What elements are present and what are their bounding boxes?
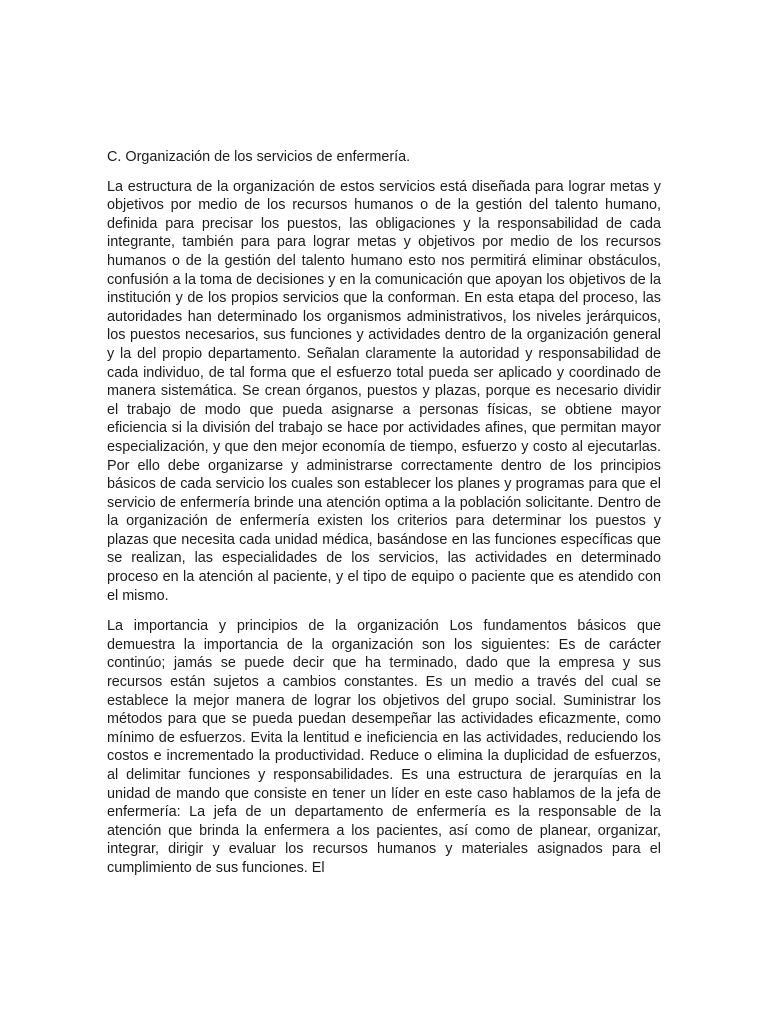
paragraph-organizacion: La estructura de la organización de estos servicios está diseñada para lograr metas y objetivos por medio de los recursos humanos o de la gestión del talento humano, definida para precisar los puestos, las obligaciones y la responsabilidad de cada integrante, también para para lograr metas y objetivos por medio de los recursos humanos o de la gestión del talento humano esto nos permitirá eliminar obstáculos, confusión a la toma de decisiones y en la comunicación que apoyan los objetivos de la institución y de los propios servicios que la conforman. En esta etapa del proceso, las autoridades han determinado los organismos administrativos, los niveles jerárquicos, los puestos necesarios, sus funciones y actividades dentro de la organización general y la del propio departamento. Señalan claramente la autoridad y responsabilidad de cada individuo, de tal forma que el esfuerzo total pueda ser aplicado y coordinado de manera sistemática. Se crean órganos, puestos y plazas, porque es necesario dividir el trabajo de modo que pueda asignarse a personas físicas, se obtiene mayor eficiencia si la división del trabajo se hace por actividades afines, que permitan mayor especialización, y que den mejor economía de tiempo, esfuerzo y costo al ejecutarlas. Por ello debe organizarse y administrarse correctamente dentro de los principios básicos de cada servicio los cuales son establecer los planes y programas para que el servicio de enfermería brinde una atención optima a la población solicitante. Dentro de la organización de enfermería existen los criterios para determinar los puestos y plazas que necesita cada unidad médica, basándose en las funciones específicas que se realizan, las especialidades de los servicios, las actividades en determinado proceso en la atención al paciente, y el tipo de equipo o paciente que es atendido con el mismo.: [107, 178, 661, 604]
document-body: [107, 148, 661, 908]
section-heading: C. Organización de los servicios de enfermería.: [107, 149, 411, 165]
paragraph-importancia: La importancia y principios de la organización Los fundamentos básicos que demuestra la importancia de la organización son los siguientes: Es de carácter continúo; jamás se puede decir que ha terminado, dado que la empresa y sus recursos están sujetos a cambios constantes. Es un medio a través del cual se establece la mejor manera de lograr los objetivos del grupo social. Suministrar los métodos para que se pueda puedan desempeñar las actividades eficazmente, como mínimo de esfuerzos. Evita la lentitud e ineficiencia en las actividades, reduciendo los costos e incrementado la productividad. Reduce o elimina la duplicidad de esfuerzos, al delimitar funciones y responsabilidades. Es una estructura de jerarquías en la unidad de mando que consiste en tener un líder en este caso hablamos de la jefa de enfermería: La jefa de un departamento de enfermería es la responsable de la atención que brinda la enfermera a los pacientes, así como de planear, organizar, integrar, dirigir y evaluar los recursos humanos y materiales asignados para el cumplimiento de sus funciones. El: [107, 618, 661, 876]
